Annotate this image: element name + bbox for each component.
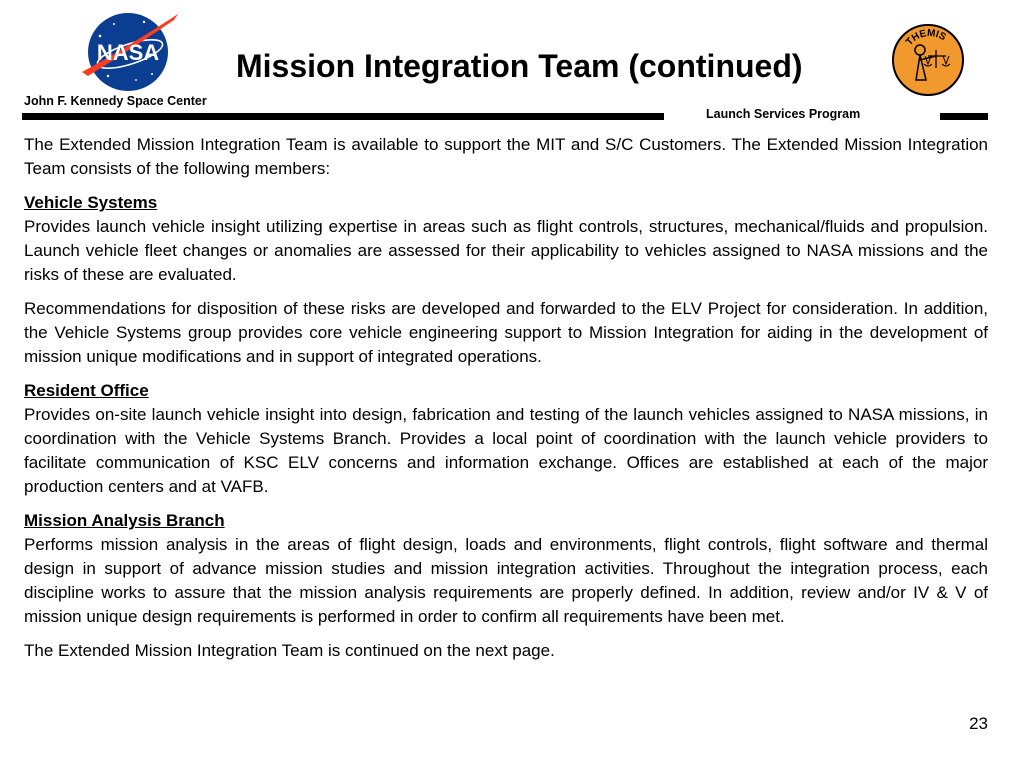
resident-office-paragraph: Provides on-site launch vehicle insight into design, fabrication and testing of the launch vehicles assigned to NASA missions, in coordination with the Vehicle Systems Branch. Provides a local point of coordination with the launch vehicle providers to facilitate communication of KSC ELV concerns and information exchange. Offices are established at each of the major production centers and at VAFB. — [24, 405, 988, 496]
header-rule-left — [22, 113, 664, 120]
header-rule-right — [940, 113, 988, 120]
page-number: 23 — [969, 714, 988, 733]
themis-logo — [890, 22, 966, 98]
nasa-logo — [78, 6, 182, 94]
vehicle-systems-paragraph-2: Recommendations for disposition of these risks are developed and forwarded to the ELV Project for consideration. In addition, the Vehicle Systems group provides core vehicle engineering support to Mission Integration for aiding in the development of mission unique modifications and in support of integrated operations. — [24, 299, 988, 366]
nasa-logo-text: NASA — [96, 40, 160, 65]
page-title: Mission Integration Team (continued) — [236, 48, 803, 84]
slide-body — [24, 133, 988, 673]
center-name: John F. Kennedy Space Center — [24, 94, 207, 108]
section-heading-mission-analysis: Mission Analysis Branch — [24, 511, 225, 530]
intro-paragraph: The Extended Mission Integration Team is available to support the MIT and S/C Customers. The Extended Mission Integration Team consists of the following members: — [24, 135, 988, 178]
mission-analysis-paragraph: Performs mission analysis in the areas of flight design, loads and environments, flight controls, flight software and thermal design in support of advance mission studies and mission integration activities. Throughout the integration process, each discipline works to assure that the mission analysis requirements are properly defined. In addition, review and/or IV & V of mission unique design requirements is performed in order to confirm all requirements have been met. — [24, 535, 988, 626]
program-name: Launch Services Program — [706, 107, 861, 121]
section-heading-resident-office: Resident Office — [24, 381, 149, 400]
vehicle-systems-paragraph-1: Provides launch vehicle insight utilizing expertise in areas such as flight controls, structures, mechanical/fluids and propulsion. Launch vehicle fleet changes or anomalies are assessed for their applicability to vehicles assigned to NASA missions and the risks of these are evaluated. — [24, 217, 988, 284]
themis-logo-text: THEMIS — [904, 27, 948, 48]
closing-note: The Extended Mission Integration Team is continued on the next page. — [24, 641, 555, 660]
section-heading-vehicle-systems: Vehicle Systems — [24, 193, 158, 212]
